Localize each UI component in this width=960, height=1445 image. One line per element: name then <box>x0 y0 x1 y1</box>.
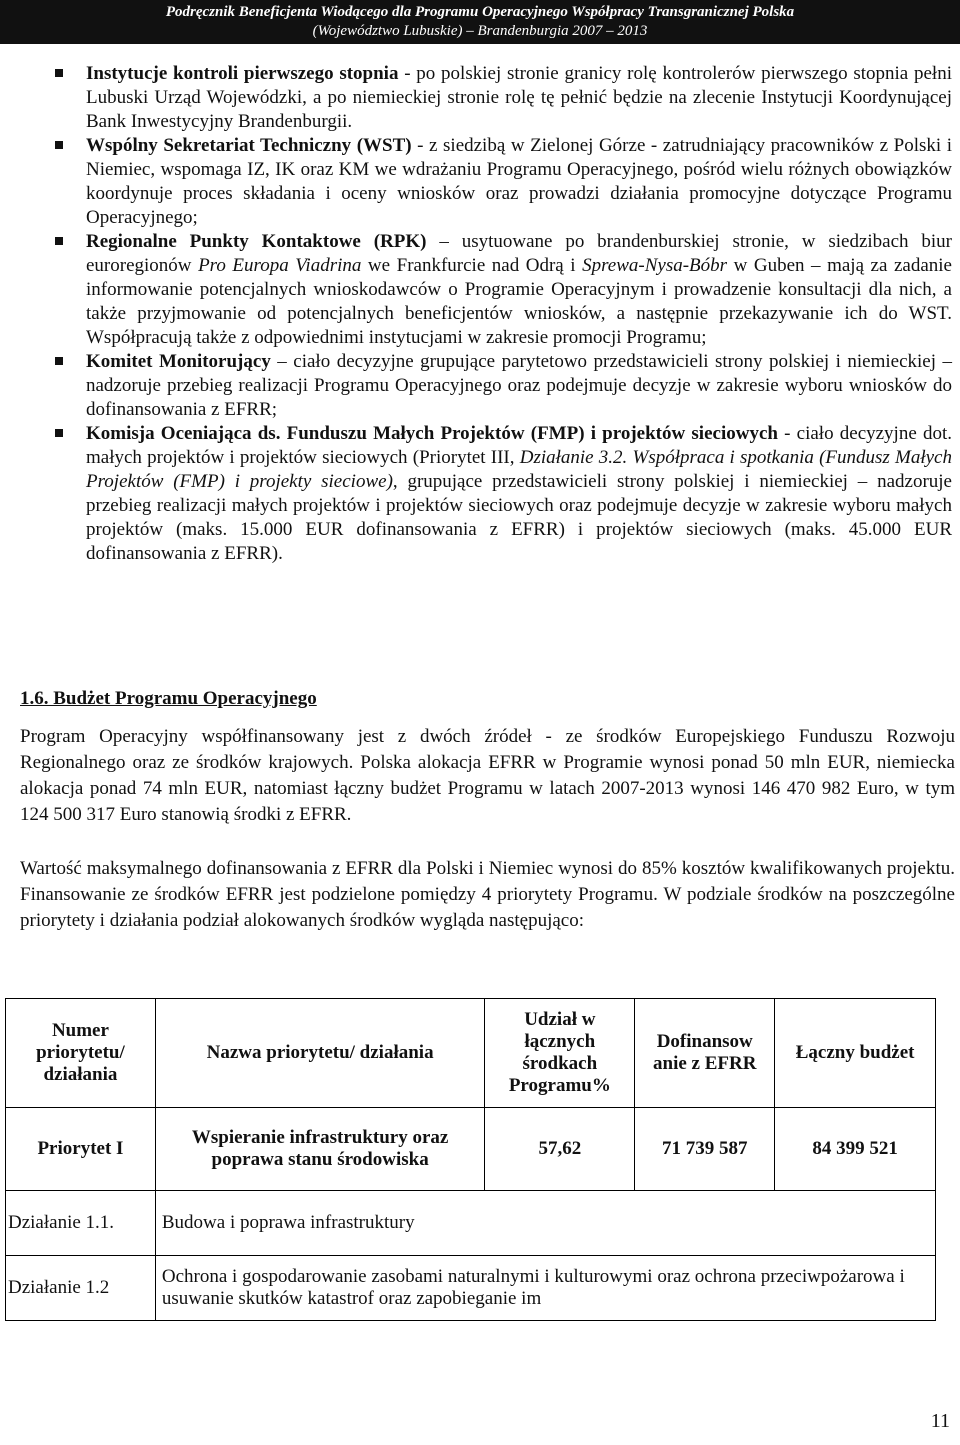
list-item-text: - ciało decyzyjne dot. małych projektów i projektów sieciowych (Priorytet III, <box>86 423 952 468</box>
list-item-italic: Działanie 3.2. Współpraca i spotkania (Fundusz Małych Projektów (FMP) i projekty sieciowe) <box>86 447 952 492</box>
priority-name: Wspieranie infrastruktury oraz poprawa stanu środowiska <box>155 1108 485 1191</box>
budget-paragraph: Program Operacyjny współfinansowany jest z dwóch źródeł - ze środków Europejskiego Funduszu Rozwoju Regionalnego oraz ze środków krajowych. Polska alokacja EFRR w Programie wynosi ponad 50 mln EUR, niemiecka alokacja ponad 74 mln EUR, natomiast łączny budżet Programu w latach 2007-2013 wynosi 146 470 982 Euro, w tym 124 500 317 Euro stanowią środki z EFRR. <box>20 726 955 825</box>
list-item <box>52 134 952 230</box>
table-header-row <box>6 999 936 1108</box>
list-item-title: Instytucje kontroli pierwszego stopnia <box>86 63 399 84</box>
institutions-list <box>52 62 952 566</box>
priority-share: 57,62 <box>485 1108 635 1191</box>
action-number: Działanie 1.2 <box>6 1256 156 1321</box>
budget-table <box>5 998 936 1321</box>
header-subtitle: (Województwo Lubuskie) – Brandenburgia 2007 – 2013 <box>312 23 648 39</box>
priority-number: Priorytet I <box>6 1108 156 1191</box>
page-header <box>0 0 960 44</box>
list-item-title: Wspólny Sekretariat Techniczny (WST) <box>86 135 412 156</box>
list-item-title: Komitet Monitorujący <box>86 351 271 372</box>
priority-efrr: 71 739 587 <box>635 1108 775 1191</box>
list-item-italic: Sprewa-Nysa-Bóbr <box>582 255 728 276</box>
action-name: Budowa i poprawa infrastruktury <box>155 1191 935 1256</box>
table-header-cell: Łączny budżet <box>775 999 936 1108</box>
bullet-square-icon <box>55 69 63 77</box>
list-item-title: Regionalne Punkty Kontaktowe (RPK) <box>86 231 427 252</box>
table-row <box>6 1256 936 1321</box>
list-item-text: - po polskiej stronie granicy rolę kontrolerów pierwszego stopnia pełni Lubuski Urząd Wojewódzki, a po niemieckiej stronie rolę tę pełnić będzie na zlecenie Instytucji Koordynującej Bank Inwestycyjny Brandenburgii. <box>86 63 952 132</box>
list-item <box>52 230 952 350</box>
list-item-text: , grupujące przedstawicieli strony polskiej i niemieckiej – nadzoruje przebieg realizacji małych projektów i projektów sieciowych oraz podejmuje decyzje w zakresie wyboru małych projektów (maks. 15.000 EUR dofinansowania z EFRR) i projektów sieciowych (maks. 45.000 EUR dofinansowania z EFRR). <box>86 471 952 564</box>
list-item <box>52 422 952 566</box>
list-item-text: – ciało decyzyjne grupujące parytetowo przedstawicieli strony polskiej i niemieckiej – nadzoruje przebieg realizacji Programu Operacyjnego oraz podejmuje decyzje w zakresie wyboru wniosków do dofinansowania z EFRR; <box>86 351 952 420</box>
list-item-text: - z siedzibą w Zielonej Górze - zatrudniający pracowników z Polski i Niemiec, wspomaga IZ, IK oraz KM we wdrażaniu Programu Operacyjnego, pośród wielu różnych obowiązków koordynuje proces składania i oceny wniosków oraz prowadzi działania promocyjne dotyczące Programu Operacyjnego; <box>86 135 952 228</box>
priority-total: 84 399 521 <box>775 1108 936 1191</box>
bullet-square-icon <box>55 429 63 437</box>
table-row <box>6 1191 936 1256</box>
list-item-title: Komisja Oceniająca ds. Funduszu Małych Projektów (FMP) i projektów sieciowych <box>86 423 778 444</box>
bullet-square-icon <box>55 237 63 245</box>
list-item <box>52 62 952 134</box>
header-title: Podręcznik Beneficjenta Wiodącego dla Programu Operacyjnego Współpracy Transgranicznej Polska <box>165 4 795 20</box>
table-header-cell: Udział w łącznych środkach Programu% <box>485 999 635 1108</box>
list-item-text: – usytuowane po brandenburskiej stronie, w siedzibach biur euroregionów <box>86 231 952 276</box>
list-item-italic: Pro Europa Viadrina <box>198 255 362 276</box>
bullet-square-icon <box>55 141 63 149</box>
bullet-square-icon <box>55 357 63 365</box>
table-header-cell: Nazwa priorytetu/ działania <box>155 999 485 1108</box>
page-number: 11 <box>930 1410 950 1432</box>
action-name: Ochrona i gospodarowanie zasobami naturalnymi i kulturowymi oraz ochrona przeciwpożarowa i usuwanie skutków katastrof oraz zapobieganie im <box>155 1256 935 1321</box>
section-title: 1.6. Budżet Programu Operacyjnego <box>20 688 317 709</box>
list-item <box>52 350 952 422</box>
table-header-cell: Dofinansow anie z EFRR <box>635 999 775 1108</box>
table-row <box>6 1108 936 1191</box>
cofinancing-paragraph: Wartość maksymalnego dofinansowania z EFRR dla Polski i Niemiec wynosi do 85% kosztów kwalifikowanych projektu. Finansowanie ze środków EFRR jest podzielone pomiędzy 4 priorytety Programu. W podziale środków na poszczególne priorytety i działania podział alokowanych środków wygląda następująco: <box>20 858 955 931</box>
action-number: Działanie 1.1. <box>6 1191 156 1256</box>
table-header-cell: Numer priorytetu/ działania <box>6 999 156 1108</box>
list-item-text: we Frankfurcie nad Odrą i <box>361 255 583 276</box>
list-item-text: w Guben – mają za zadanie informowanie potencjalnych wnioskodawców o Programie Operacyjnym i prowadzenie konsultacji dla nich, a także przyjmowanie od potencjalnych beneficjentów wniosków, a następnie przekazywanie ich do WST. Współpracują także z odpowiednimi instytucjami w zakresie promocji Programu; <box>86 255 952 348</box>
